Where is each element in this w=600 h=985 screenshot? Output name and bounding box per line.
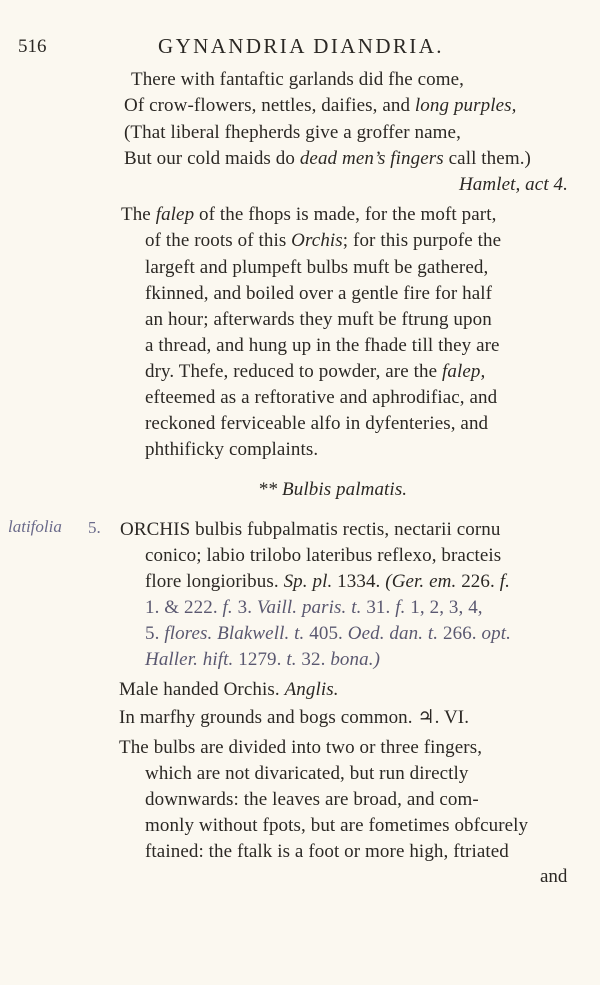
entry-text: 1, 2, 3, 4, — [405, 597, 483, 618]
entry-italic: t. — [286, 649, 297, 670]
entry-text: 266. — [438, 623, 482, 644]
salep-line-5: an hour; afterwards they muft be ftrung upon — [145, 309, 492, 330]
salep-line-6: a thread, and hung up in the fhade till they are — [145, 335, 500, 356]
salep-line-8: efteemed as a reftorative and aphrodifiac, and — [145, 387, 498, 408]
salep-italic: falep — [155, 204, 195, 225]
quote-line-4 — [124, 147, 531, 171]
description-line-5: ftained: the ftalk is a foot or more high, ftriated — [145, 841, 509, 862]
salep-line-1 — [121, 203, 496, 227]
entry-italic: opt. — [481, 623, 511, 644]
description-line-4: monly without fpots, but are fometimes obfcurely — [145, 815, 529, 836]
page-number: 516 — [18, 36, 47, 57]
salep-line-2 — [145, 229, 501, 253]
habitat-line: In marfhy grounds and bogs common. ♃. VI. — [119, 707, 470, 728]
salep-text: ; for this purpofe the — [342, 230, 502, 251]
salep-text: of the roots of this — [145, 230, 292, 251]
entry-line-3 — [145, 570, 510, 594]
entry-italic: f. — [395, 597, 406, 618]
entry-italic: f. — [499, 571, 510, 592]
entry-line-1: ORCHIS bulbis fubpalmatis rectis, nectarii cornu — [120, 519, 501, 540]
salep-line-3: largeft and plumpeft bulbs muft be gathered, — [145, 257, 489, 278]
entry-text: 31. — [361, 597, 396, 618]
english-name: Male handed Orchis. — [119, 679, 285, 700]
entry-text: 226. — [456, 571, 500, 592]
catchword: and — [540, 866, 568, 887]
section-heading — [258, 478, 407, 502]
entry-line-6 — [145, 648, 380, 672]
entry-italic: flores. Blakwell. t. — [164, 623, 305, 644]
quote-line-3: (That liberal fhepherds give a groffer name, — [124, 122, 461, 143]
salep-line-4: fkinned, and boiled over a gentle fire for half — [145, 283, 493, 304]
quote-line-2 — [124, 94, 517, 118]
salep-text: The — [121, 204, 156, 225]
entry-text: 405. — [304, 623, 348, 644]
entry-italic: Haller. hift. — [145, 649, 234, 670]
entry-italic: Vaill. paris. t. — [256, 597, 362, 618]
salep-line-7 — [145, 360, 485, 384]
salep-text: of the fhops is made, for the moft part, — [194, 204, 497, 225]
entry-text: 1279. — [233, 649, 287, 670]
quote-text: Of crow-flowers, nettles, daifies, and — [124, 95, 415, 116]
entry-text: 32. — [296, 649, 331, 670]
entry-line-2: conico; labio trilobo lateribus reflexo, bracteis — [145, 545, 502, 566]
entry-text: flore longioribus. — [145, 571, 284, 592]
salep-italic: falep, — [441, 361, 486, 382]
entry-italic: (Ger. em. — [385, 571, 457, 592]
quote-italic: long purples, — [414, 95, 517, 116]
margin-species-number: 5. — [88, 518, 101, 537]
entry-text: 1334. — [332, 571, 386, 592]
entry-italic: Sp. pl. — [283, 571, 333, 592]
description-line-3: downwards: the leaves are broad, and com- — [145, 789, 479, 810]
entry-text: 3. — [232, 597, 257, 618]
entry-italic: Oed. dan. t. — [347, 623, 439, 644]
margin-species-name: latifolia — [8, 517, 62, 536]
entry-text: 1. & 222. — [145, 597, 223, 618]
quote-line-1: There with fantaftic garlands did fhe come, — [131, 69, 464, 90]
entry-italic: f. — [222, 597, 233, 618]
entry-line-4 — [145, 596, 483, 620]
entry-italic: bona.) — [330, 649, 381, 670]
quote-text: call them.) — [443, 148, 531, 169]
quote-citation — [459, 173, 568, 197]
quote-italic: dead men’s fingers — [299, 148, 444, 169]
citation-italic: Hamlet, act 4. — [458, 174, 568, 195]
quote-text: But our cold maids do — [124, 148, 300, 169]
description-line-2: which are not divaricated, but run directly — [145, 763, 469, 784]
salep-italic: Orchis — [291, 230, 343, 251]
language-label: Anglis. — [284, 679, 339, 700]
entry-text: 5. — [145, 623, 165, 644]
description-line-1: The bulbs are divided into two or three fingers, — [119, 737, 483, 758]
running-head: GYNANDRIA DIANDRIA. — [158, 34, 444, 58]
salep-line-9: reckoned ferviceable alfo in dyfenteries, and — [145, 413, 489, 434]
salep-text: dry. Thefe, reduced to powder, are the — [145, 361, 442, 382]
english-name-line — [119, 678, 339, 702]
heading-italic: ** Bulbis palmatis. — [258, 479, 408, 500]
entry-line-5 — [145, 622, 511, 646]
salep-line-10: phthificky complaints. — [145, 439, 319, 460]
